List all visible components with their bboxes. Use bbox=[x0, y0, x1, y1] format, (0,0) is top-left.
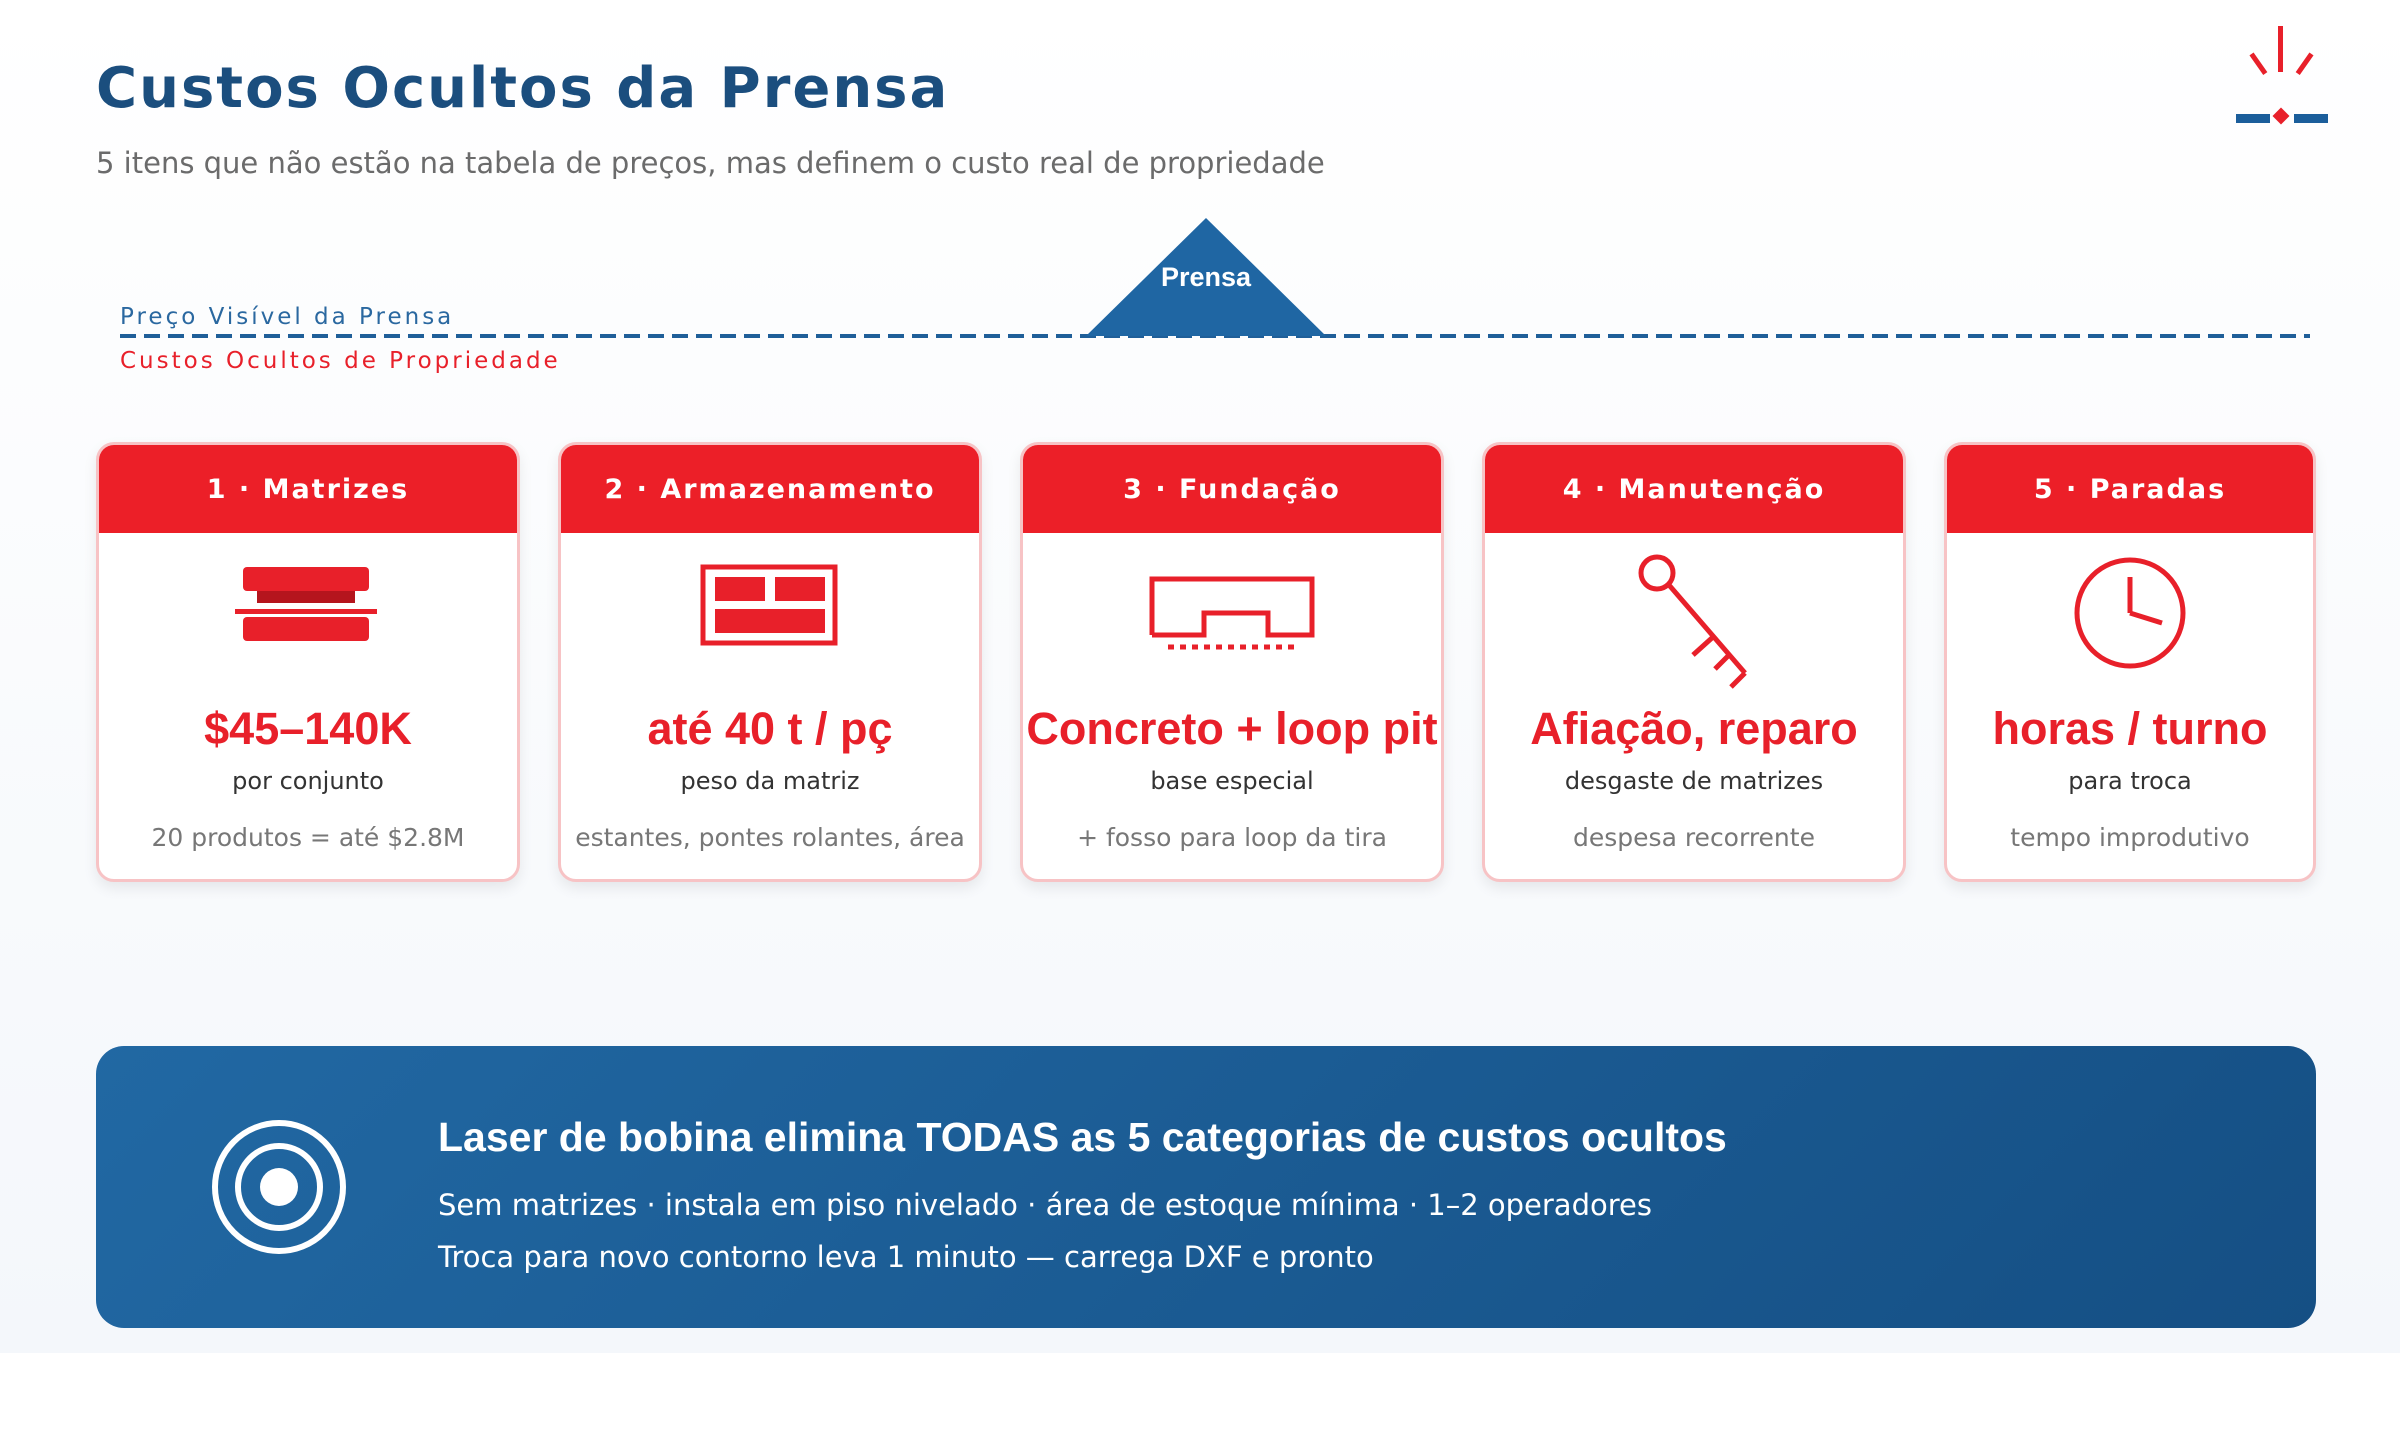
card-unit: base especial bbox=[1150, 767, 1314, 795]
card-note: tempo improdutivo bbox=[2010, 823, 2250, 852]
cost-card-armazenamento bbox=[558, 442, 982, 882]
card-unit: para troca bbox=[2068, 767, 2192, 795]
card-unit: desgaste de matrizes bbox=[1564, 767, 1824, 795]
page-subtitle: 5 itens que não estão na tabela de preços, mas definem o custo real de propriedade bbox=[96, 146, 1325, 180]
prensa-peak-label: Prensa bbox=[1160, 262, 1252, 292]
card-value: horas / turno bbox=[1992, 703, 2268, 754]
card-unit: peso da matriz bbox=[680, 767, 860, 795]
banner-line-2: Troca para novo contorno leva 1 minuto — carrega DXF e pronto bbox=[438, 1240, 1374, 1274]
brand-logo-icon bbox=[2230, 22, 2334, 134]
card-value: Concreto + loop pit bbox=[1026, 703, 1438, 754]
storage-rack-icon bbox=[695, 557, 845, 657]
cost-card-fundacao bbox=[1020, 442, 1444, 882]
card-value: até 40 t / pç bbox=[647, 703, 893, 754]
cost-card-paradas bbox=[1944, 442, 2316, 882]
card-note: + fosso para loop da tira bbox=[1077, 823, 1387, 852]
visible-price-label: Preço Visível da Prensa bbox=[120, 304, 455, 330]
card-note: 20 produtos = até $2.8M bbox=[151, 823, 465, 852]
card-title: 3 · Fundação bbox=[1023, 445, 1441, 533]
cost-card-manutencao bbox=[1482, 442, 1906, 882]
clock-icon bbox=[2060, 543, 2200, 683]
target-icon bbox=[208, 1116, 350, 1258]
banner-title: Laser de bobina elimina TODAS as 5 categorias de custos ocultos bbox=[438, 1114, 1727, 1160]
card-title: 2 · Armazenamento bbox=[561, 445, 979, 533]
wrench-key-icon bbox=[1619, 543, 1769, 693]
foundation-pit-icon bbox=[1142, 557, 1322, 657]
hidden-costs-label: Custos Ocultos de Propriedade bbox=[120, 348, 561, 374]
banner-line-1: Sem matrizes · instala em piso nivelado · área de estoque mínima · 1–2 operadores bbox=[438, 1188, 1652, 1222]
card-unit: por conjunto bbox=[232, 767, 384, 795]
cost-card-matrizes bbox=[96, 442, 520, 882]
card-note: estantes, pontes rolantes, área bbox=[575, 823, 965, 852]
card-title: 1 · Matrizes bbox=[99, 445, 517, 533]
page-title: Custos Ocultos da Prensa bbox=[96, 56, 950, 121]
card-value: $45–140K bbox=[204, 703, 412, 754]
solution-banner bbox=[96, 1046, 2316, 1328]
card-title: 5 · Paradas bbox=[1947, 445, 2313, 533]
card-value: Afiação, reparo bbox=[1530, 703, 1858, 754]
die-set-icon bbox=[233, 557, 383, 657]
card-note: despesa recorrente bbox=[1573, 823, 1815, 852]
card-title: 4 · Manutenção bbox=[1485, 445, 1903, 533]
